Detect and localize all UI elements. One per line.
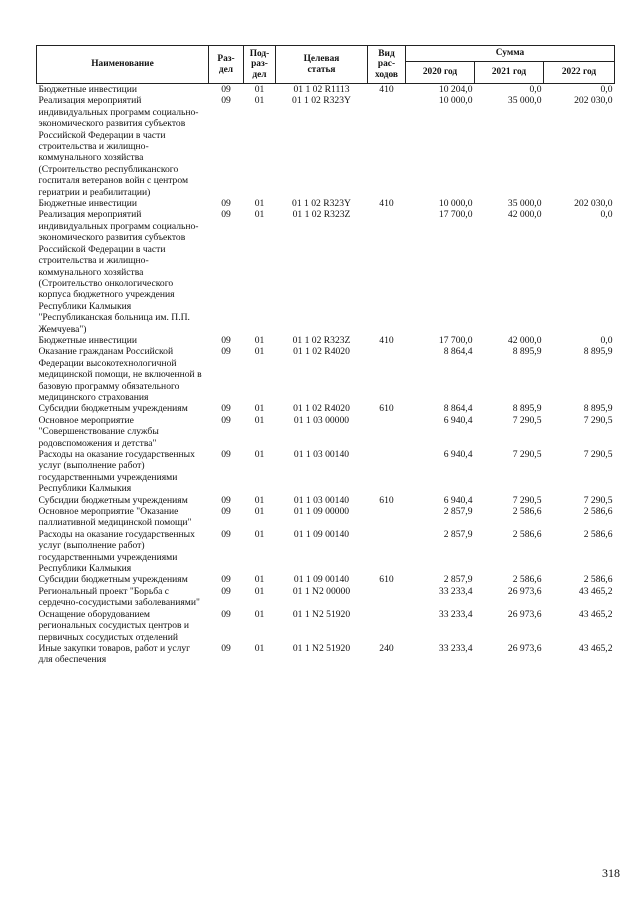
- table-row: [37, 643, 615, 666]
- cell-sum-2021: 2 586,6: [512, 574, 542, 586]
- cell-vid-raskhodov: [368, 609, 406, 643]
- cell-sum-2020: 17 700,0: [438, 334, 473, 346]
- cell-sum-2021: 7 290,5: [512, 449, 542, 460]
- cell-celevaya-statya: 01 1 09 00000: [293, 506, 350, 518]
- header-vid-raskhodov: Вид рас- ходов: [368, 46, 406, 84]
- cell-sum-2021: 2 586,6: [512, 528, 542, 540]
- cell-vid-raskhodov: [368, 209, 406, 334]
- cell-razdel: 09: [221, 528, 231, 540]
- cell-name: Оказание гражданам Российской Федерации высокотехнологичной медицинской помощи, не включенной в базовую программу обязательного медицинского страхования: [38, 346, 202, 403]
- cell-sum-2021: 7 290,5: [512, 494, 542, 506]
- cell-celevaya-statya: 01 1 02 R4020: [293, 403, 350, 415]
- table-row: [37, 415, 615, 449]
- cell-razdel: 09: [221, 403, 231, 415]
- cell-name: Основное мероприятие "Совершенствование службы родовспоможения и детства": [38, 414, 159, 449]
- table-row: [37, 209, 615, 334]
- header-summa: Сумма: [406, 46, 615, 62]
- cell-podrazdel: 01: [254, 334, 265, 346]
- cell-sum-2022: 2 586,6: [583, 574, 613, 586]
- cell-vid-raskhodov: 410: [379, 198, 394, 210]
- table-row: [37, 529, 615, 575]
- budget-table: [36, 45, 615, 666]
- cell-podrazdel: 01: [254, 209, 265, 221]
- cell-sum-2020: 2 857,9: [443, 506, 473, 518]
- cell-vid-raskhodov: 240: [379, 642, 394, 654]
- cell-celevaya-statya: 01 1 02 R323Z: [292, 209, 351, 221]
- cell-name: Региональный проект "Борьба с сердечно-сосудистыми заболеваниями": [38, 585, 200, 609]
- cell-name: Бюджетные инвестиции: [38, 84, 137, 95]
- cell-vid-raskhodov: 610: [379, 574, 394, 586]
- cell-razdel: 09: [221, 84, 231, 95]
- cell-celevaya-statya: 01 1 03 00000: [293, 414, 350, 426]
- cell-podrazdel: 01: [254, 494, 265, 506]
- cell-podrazdel: 01: [254, 449, 265, 460]
- cell-sum-2020: 6 940,4: [443, 414, 473, 426]
- cell-sum-2020: 8 864,4: [443, 346, 473, 358]
- cell-razdel: 09: [221, 95, 231, 107]
- table-row: [37, 335, 615, 346]
- cell-name: Основное мероприятие "Оказание паллиативной медицинской помощи": [38, 506, 192, 529]
- table-row: [37, 95, 615, 198]
- cell-razdel: 09: [221, 346, 231, 358]
- cell-sum-2022: 8 895,9: [583, 346, 613, 358]
- cell-sum-2021: 0,0: [529, 84, 542, 95]
- cell-sum-2022: 202 030,0: [574, 198, 613, 210]
- cell-sum-2021: 26 973,6: [507, 608, 542, 620]
- cell-razdel: 09: [221, 414, 231, 426]
- cell-sum-2020: 8 864,4: [443, 403, 473, 415]
- cell-sum-2021: 42 000,0: [507, 334, 542, 346]
- cell-sum-2022: 2 586,6: [583, 506, 613, 518]
- header-year-2022: 2022 год: [544, 62, 615, 84]
- cell-razdel: 09: [221, 449, 231, 460]
- cell-name: Субсидии бюджетным учреждениям: [38, 494, 188, 506]
- table-row: [37, 506, 615, 529]
- cell-celevaya-statya: 01 1 N2 51920: [292, 608, 351, 620]
- cell-podrazdel: 01: [254, 506, 265, 518]
- cell-celevaya-statya: 01 1 03 00140: [293, 494, 350, 506]
- header-year-2021: 2021 год: [475, 62, 544, 84]
- cell-razdel: 09: [221, 209, 231, 221]
- cell-sum-2020: 33 233,4: [438, 585, 473, 597]
- cell-celevaya-statya: 01 1 02 R1113: [293, 84, 350, 95]
- cell-name: Субсидии бюджетным учреждениям: [38, 574, 188, 586]
- cell-celevaya-statya: 01 1 09 00140: [293, 574, 350, 586]
- cell-sum-2020: 10 204,0: [438, 84, 473, 95]
- cell-razdel: 09: [221, 506, 231, 518]
- cell-celevaya-statya: 01 1 09 00140: [293, 528, 350, 540]
- cell-razdel: 09: [221, 494, 231, 506]
- cell-podrazdel: 01: [254, 346, 265, 358]
- cell-sum-2021: 7 290,5: [512, 414, 542, 426]
- cell-sum-2022: 8 895,9: [583, 403, 613, 415]
- cell-sum-2020: 10 000,0: [438, 198, 473, 210]
- cell-podrazdel: 01: [254, 528, 265, 540]
- table-row: [37, 574, 615, 585]
- cell-celevaya-statya: 01 1 02 R323Y: [292, 95, 351, 107]
- cell-podrazdel: 01: [254, 403, 265, 415]
- cell-podrazdel: 01: [254, 608, 265, 620]
- table-row: [37, 449, 615, 495]
- header-razdel: Раз- дел: [209, 46, 244, 84]
- cell-podrazdel: 01: [254, 95, 265, 107]
- cell-name: Оснащение оборудованием региональных сосудистых центров и первичных сосудистых отделений: [38, 608, 190, 643]
- cell-sum-2022: 7 290,5: [583, 449, 613, 460]
- cell-name: Бюджетные инвестиции: [38, 334, 137, 346]
- cell-vid-raskhodov: 410: [379, 84, 394, 95]
- cell-sum-2020: 17 700,0: [438, 209, 473, 221]
- cell-sum-2021: 26 973,6: [507, 642, 542, 654]
- cell-celevaya-statya: 01 1 02 R4020: [293, 346, 350, 358]
- cell-sum-2021: 2 586,6: [512, 506, 542, 518]
- cell-sum-2020: 6 940,4: [443, 449, 473, 460]
- cell-sum-2022: 7 290,5: [583, 414, 613, 426]
- cell-sum-2022: 0,0: [600, 209, 613, 221]
- cell-razdel: 09: [221, 198, 231, 210]
- table-body: [37, 84, 615, 666]
- cell-razdel: 09: [221, 642, 231, 654]
- cell-podrazdel: 01: [254, 198, 265, 210]
- cell-sum-2020: 6 940,4: [443, 494, 473, 506]
- cell-name: Расходы на оказание государственных услуг (выполнение работ) государственными учреждениями Республики Калмыкия: [38, 449, 195, 495]
- table-row: [37, 403, 615, 414]
- table-row: [37, 586, 615, 609]
- table-header: [37, 46, 615, 84]
- cell-name: Субсидии бюджетным учреждениям: [38, 403, 188, 415]
- cell-celevaya-statya: 01 1 02 R323Y: [292, 198, 351, 210]
- cell-sum-2021: 8 895,9: [512, 346, 542, 358]
- cell-name: Реализация мероприятий индивидуальных программ социально-экономического развития субъектов Российской Федерации в части строительства и жилищно-коммунального хозяйства (Строительство республиканского госпиталя ветеранов войн с центром гериатрии и реабилитации): [38, 95, 199, 198]
- cell-celevaya-statya: 01 1 N2 51920: [292, 642, 351, 654]
- cell-sum-2021: 42 000,0: [507, 209, 542, 221]
- cell-name: Расходы на оказание государственных услуг (выполнение работ) государственными учреждениями Республики Калмыкия: [38, 528, 195, 575]
- cell-podrazdel: 01: [254, 414, 265, 426]
- table-row: [37, 346, 615, 403]
- cell-sum-2022: 43 465,2: [578, 642, 613, 654]
- cell-sum-2020: 2 857,9: [443, 574, 473, 586]
- cell-sum-2022: 43 465,2: [578, 585, 613, 597]
- cell-celevaya-statya: 01 1 03 00140: [293, 449, 350, 460]
- cell-razdel: 09: [221, 608, 231, 620]
- cell-podrazdel: 01: [254, 642, 265, 654]
- cell-sum-2021: 8 895,9: [512, 403, 542, 415]
- cell-sum-2022: 202 030,0: [574, 95, 613, 107]
- cell-sum-2022: 7 290,5: [583, 494, 613, 506]
- cell-razdel: 09: [221, 574, 231, 586]
- cell-vid-raskhodov: [368, 415, 406, 449]
- cell-vid-raskhodov: [368, 529, 406, 575]
- cell-name: Реализация мероприятий индивидуальных программ социально-экономического развития субъектов Российской Федерации в части строительства и жилищно-коммунального хозяйства (Строительство онкологического корпуса бюджетного учреждения Республики Калмыкия "Республиканская больница им. П.П. Жемчуева"): [38, 209, 199, 335]
- table-row: [37, 84, 615, 96]
- cell-sum-2020: 33 233,4: [438, 608, 473, 620]
- header-celevaya-statya: Целевая статья: [276, 46, 368, 84]
- cell-vid-raskhodov: [368, 506, 406, 529]
- cell-vid-raskhodov: [368, 346, 406, 403]
- cell-podrazdel: 01: [254, 84, 265, 95]
- cell-podrazdel: 01: [254, 585, 265, 597]
- cell-vid-raskhodov: [368, 586, 406, 609]
- cell-sum-2021: 35 000,0: [507, 198, 542, 210]
- table-row: [37, 198, 615, 209]
- cell-sum-2022: 0,0: [600, 84, 613, 95]
- cell-sum-2020: 2 857,9: [443, 528, 473, 540]
- cell-sum-2021: 35 000,0: [507, 95, 542, 107]
- cell-sum-2020: 10 000,0: [438, 95, 473, 107]
- cell-sum-2022: 43 465,2: [578, 608, 613, 620]
- cell-sum-2022: 2 586,6: [583, 528, 613, 540]
- table-row: [37, 495, 615, 506]
- cell-celevaya-statya: 01 1 02 R323Z: [292, 334, 351, 346]
- cell-sum-2021: 26 973,6: [507, 585, 542, 597]
- cell-vid-raskhodov: 610: [379, 494, 394, 506]
- table-row: [37, 609, 615, 643]
- cell-podrazdel: 01: [254, 574, 265, 586]
- cell-vid-raskhodov: 410: [379, 334, 394, 346]
- cell-razdel: 09: [221, 334, 231, 346]
- header-podrazdel: Под- раз- дел: [244, 46, 276, 84]
- cell-vid-raskhodov: [368, 449, 406, 495]
- cell-vid-raskhodov: 610: [379, 403, 394, 415]
- cell-name: Иные закупки товаров, работ и услуг для обеспечения: [38, 642, 191, 666]
- cell-name: Бюджетные инвестиции: [38, 198, 137, 210]
- cell-razdel: 09: [221, 585, 231, 597]
- header-name: Наименование: [37, 46, 209, 84]
- header-year-2020: 2020 год: [406, 62, 475, 84]
- cell-vid-raskhodov: [368, 95, 406, 198]
- cell-sum-2022: 0,0: [600, 334, 613, 346]
- cell-celevaya-statya: 01 1 N2 00000: [292, 585, 351, 597]
- page-number: 318: [602, 866, 620, 880]
- cell-sum-2020: 33 233,4: [438, 642, 473, 654]
